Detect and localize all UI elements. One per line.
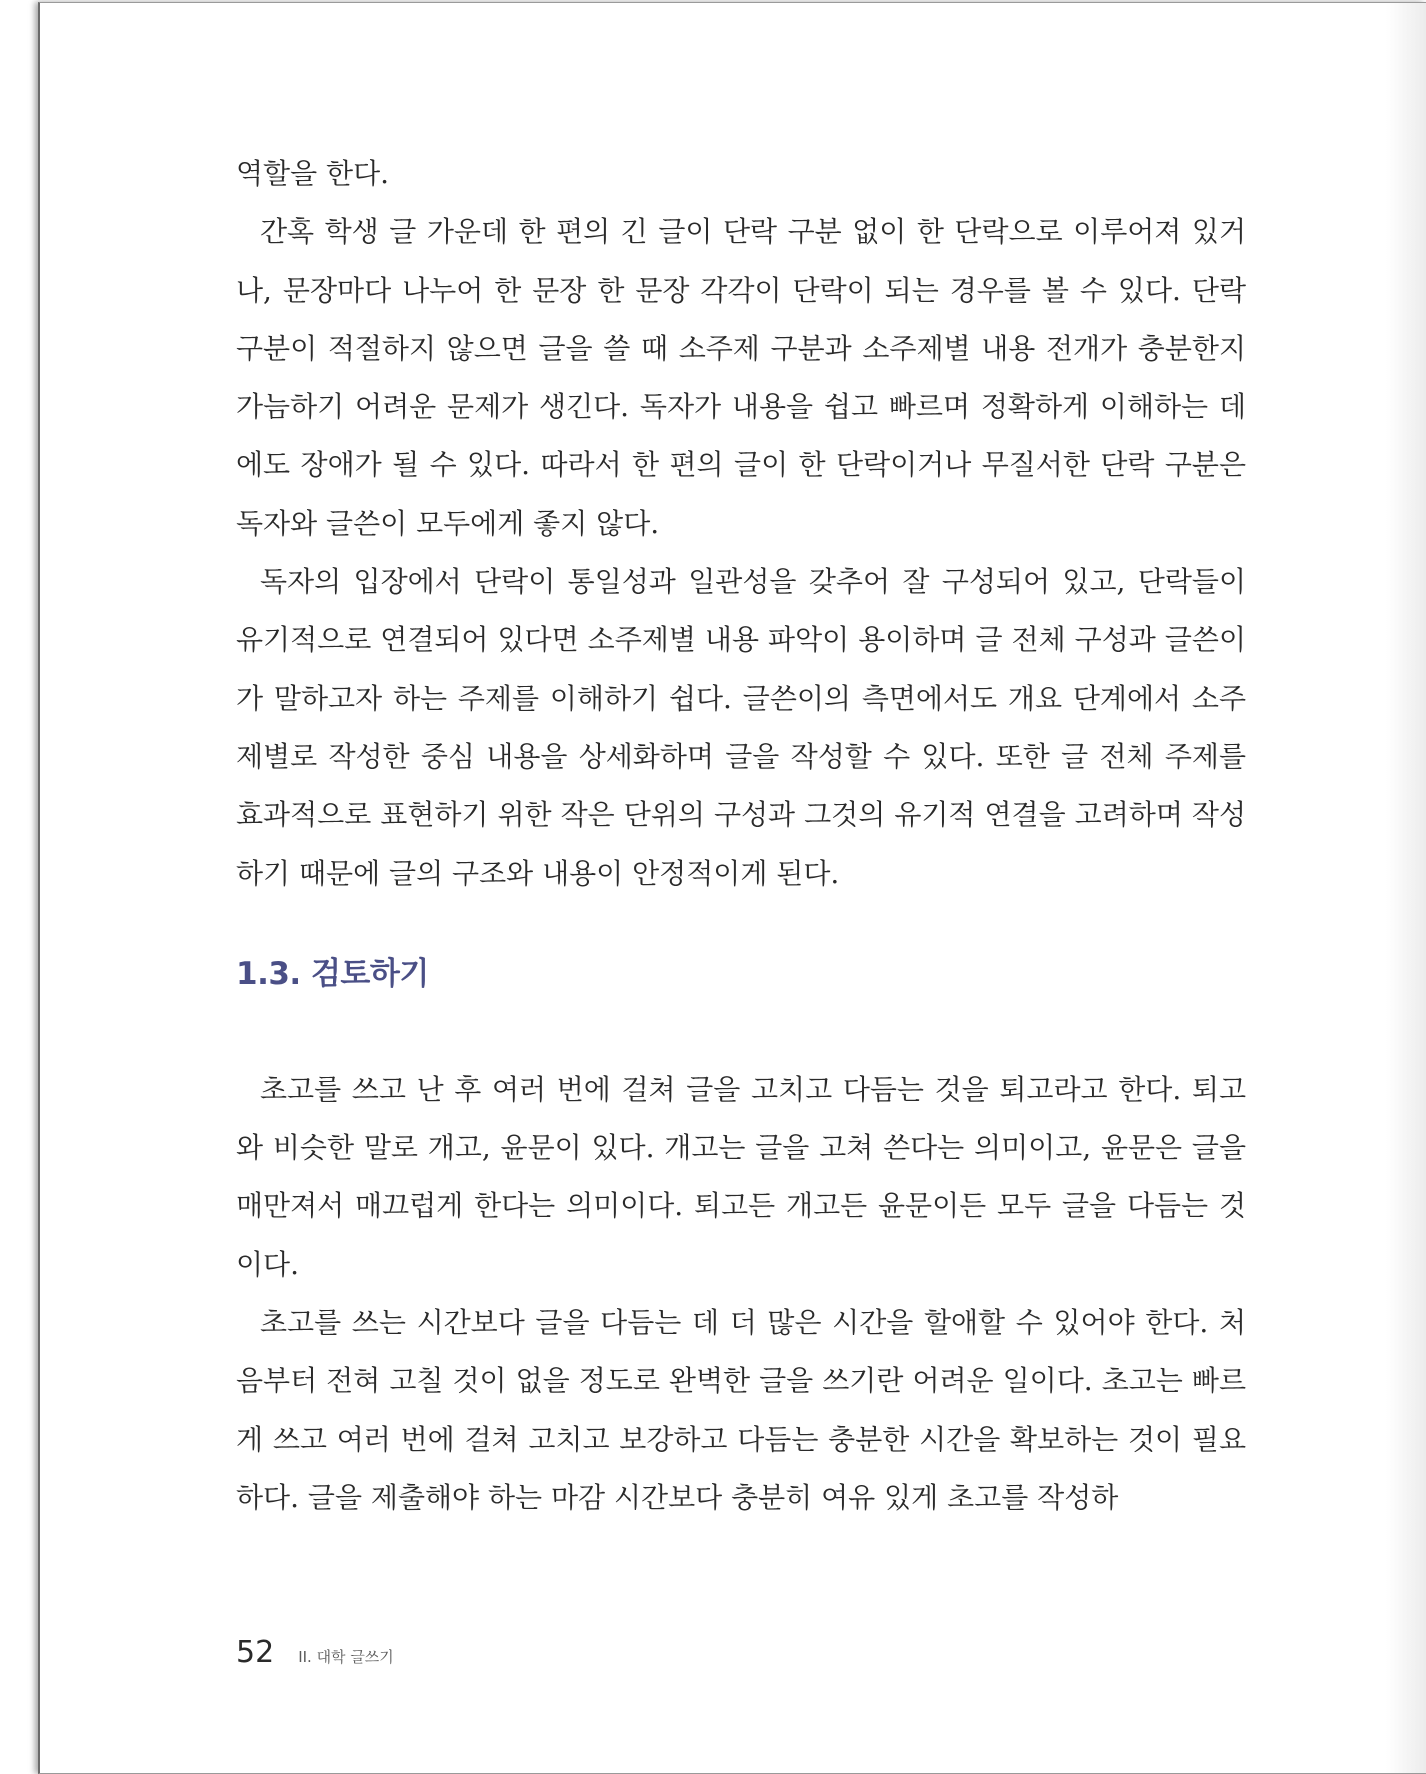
paragraph-revision-definition: 초고를 쓰고 난 후 여러 번에 걸쳐 글을 고치고 다듬는 것을 퇴고라고 한다. 퇴고와 비슷한 말로 개고, 윤문이 있다. 개고는 글을 고쳐 쓴다는 의미이고, 윤문은 글을 매만져서 매끄럽게 한다는 의미이다. 퇴고든 개고든 윤문이든 모두 글을 다듬는 것이다. bbox=[236, 1072, 1246, 1281]
paragraph-reader-perspective: 독자의 입장에서 단락이 통일성과 일관성을 갖추어 잘 구성되어 있고, 단락들이 유기적으로 연결되어 있다면 소주제별 내용 파악이 용이하며 글 전체 구성과 글쓴이가 말하고자 하는 주제를 이해하기 쉽다. 글쓴이의 측면에서도 개요 단계에서 소주제별로 작성한 중심 내용을 상세화하며 글을 작성할 수 있다. 또한 글 전체 주제를 효과적으로 표현하기 위한 작은 단위의 구성과 그것의 유기적 연결을 고려하며 작성하기 때문에 글의 구조와 내용이 안정적이게 된다. bbox=[236, 565, 1246, 890]
page-footer bbox=[236, 1635, 394, 1670]
page-number: 52 bbox=[236, 1635, 275, 1670]
book-page bbox=[38, 2, 1426, 1774]
paragraph-continuation: 역할을 한다. bbox=[236, 157, 390, 190]
page-content bbox=[236, 145, 1246, 1527]
chapter-label: II. 대학 글쓰기 bbox=[298, 1648, 394, 1666]
paragraph-paragraph-division: 간혹 학생 글 가운데 한 편의 긴 글이 단락 구분 없이 한 단락으로 이루어져 있거나, 문장마다 나누어 한 문장 한 문장 각각이 단락이 되는 경우를 볼 수 있다. 단락 구분이 적절하지 않으면 글을 쓸 때 소주제 구분과 소주제별 내용 전개가 충분한지 가늠하기 어려운 문제가 생긴다. 독자가 내용을 쉽고 빠르며 정확하게 이해하는 데에도 장애가 될 수 있다. 따라서 한 편의 글이 한 단락이거나 무질서한 단락 구분은 독자와 글쓴이 모두에게 좋지 않다. bbox=[236, 215, 1246, 540]
section-heading: 1.3. 검토하기 bbox=[236, 955, 429, 992]
paragraph-revision-time: 초고를 쓰는 시간보다 글을 다듬는 데 더 많은 시간을 할애할 수 있어야 한다. 처음부터 전혀 고칠 것이 없을 정도로 완벽한 글을 쓰기란 어려운 일이다. 초고는 빠르게 쓰고 여러 번에 걸쳐 고치고 보강하고 다듬는 충분한 시간을 확보하는 것이 필요하다. 글을 제출해야 하는 마감 시간보다 충분히 여유 있게 초고를 작성하 bbox=[236, 1306, 1246, 1514]
